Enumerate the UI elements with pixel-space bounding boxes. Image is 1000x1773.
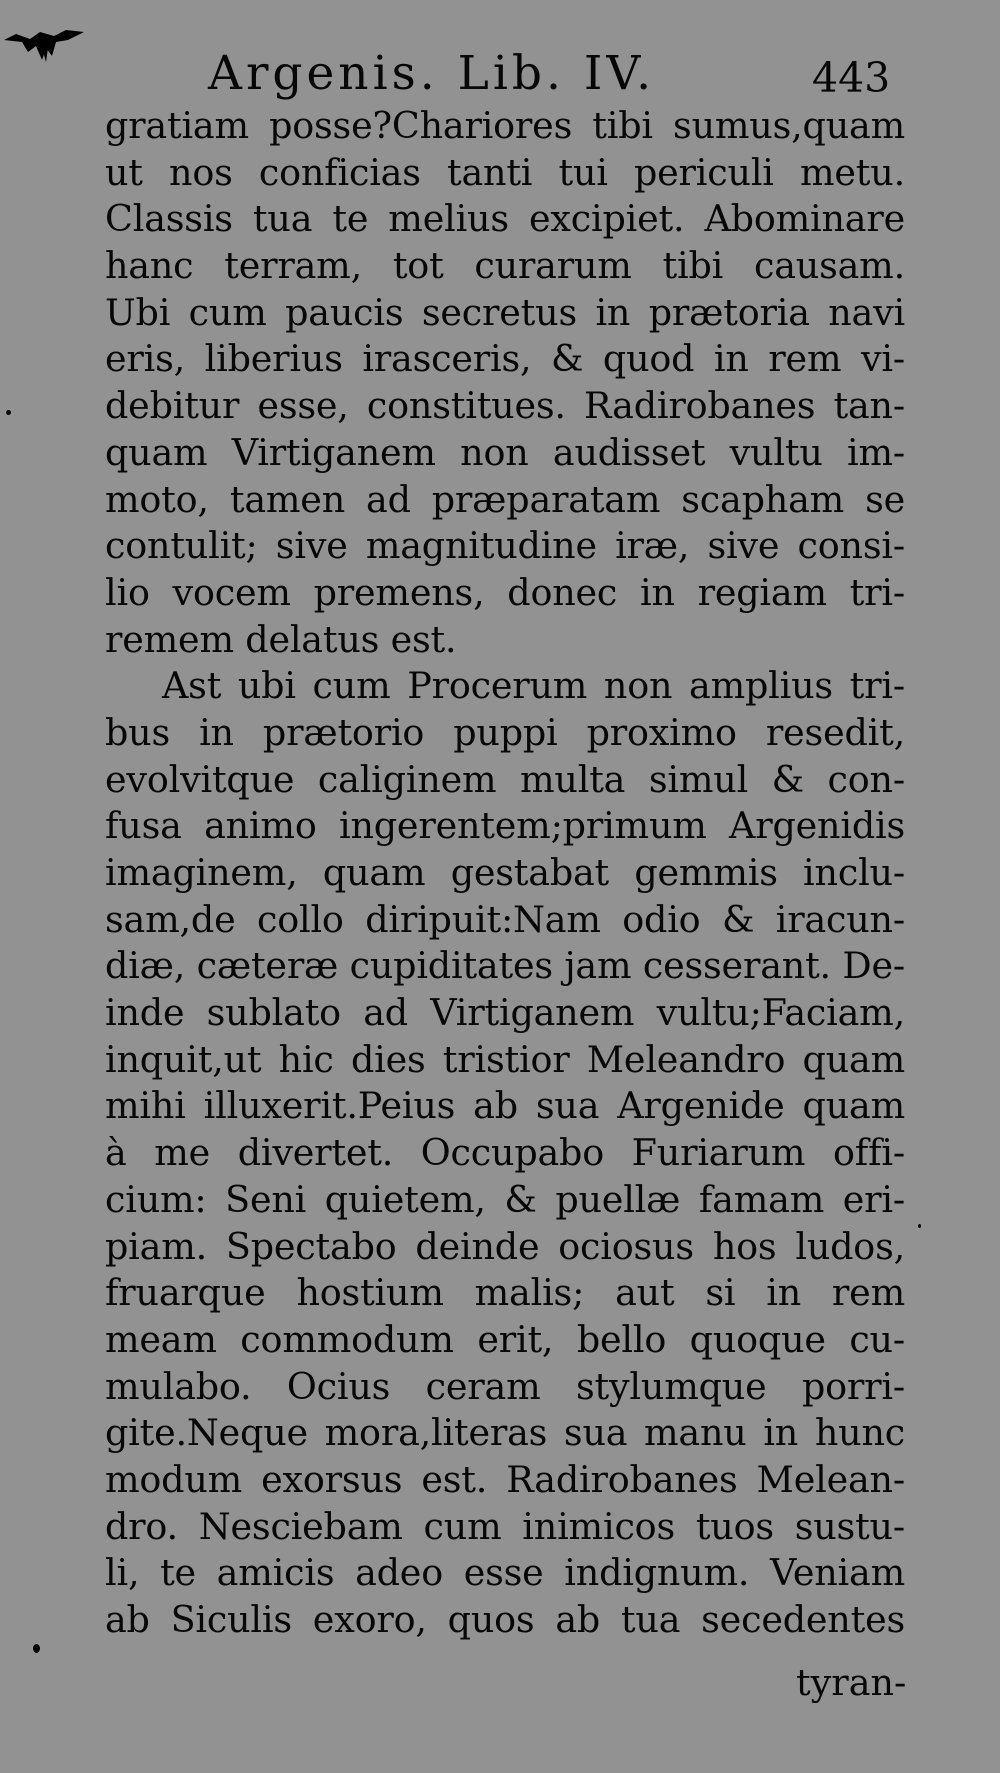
ink-smudge [2,18,88,64]
text-line: li, te amicis adeo esse indignum. Veniam [105,1551,905,1595]
text-line: moto, tamen ad præparatam scapham se [105,477,905,521]
text-line: Ubi cum paucis secretus in prætoria navi [105,290,905,334]
text-line: gite.Neque mora,literas sua manu in hunc [105,1411,905,1455]
margin-speck [918,1224,921,1228]
text-line: fusa animo ingerentem;primum Argenidis [105,804,905,848]
text-line: evolvitque caliginem multa simul & con- [105,757,905,801]
text-line: à me divertet. Occupabo Furiarum offi- [105,1131,905,1175]
text-line: debitur esse, constitues. Radirobanes tan- [105,384,905,428]
text-line: quam Virtiganem non audisset vultu im- [105,430,905,474]
margin-speck [6,410,11,415]
catchword: tyran- [796,1661,907,1704]
text-line: imaginem, quam gestabat gemmis inclu- [105,851,905,894]
text-line: sam,de collo diripuit:Nam odio & iracun- [105,897,905,941]
text-line: meam commodum erit, bello quoque cu- [105,1317,905,1361]
text-line: Ast ubi cum Procerum non amplius tri- [162,664,905,708]
text-line: dro. Nesciebam cum inimicos tuos sustu- [105,1504,905,1548]
text-line: piam. Spectabo deinde ociosus hos ludos, [105,1224,905,1268]
text-line: bus in prætorio puppi proximo resedit, [105,710,905,754]
text-line: diæ, cæteræ cupiditates jam cesserant. De- [105,944,905,988]
text-line: hanc terram, tot curarum tibi causam. [105,244,905,288]
text-line: inquit,ut hic dies tristior Meleandro quam [105,1037,905,1081]
text-line: ab Siculis exoro, quos ab tua secedentes [105,1598,905,1641]
paragraph-2 [105,663,905,1643]
text-line: inde sublato ad Virtiganem vultu;Faciam, [105,991,905,1035]
text-line: ut nos conficias tanti tui periculi metu. [105,150,905,194]
text-line: gratiam posse?Chariores tibi sumus,quam [105,104,905,147]
text-line: Classis tua te melius excipiet. Abominare [105,197,905,241]
paragraph-1 [105,103,905,663]
text-line: contulit; sive magnitudine iræ, sive consi- [105,524,905,568]
page-number: 443 [812,54,891,102]
margin-speck [33,1644,40,1653]
body-text [105,103,905,1644]
text-line: modum exorsus est. Radirobanes Melean- [105,1457,905,1501]
running-head: Argenis. Lib. IV. [208,46,656,101]
text-line: cium: Seni quietem, & puellæ famam eri- [105,1177,905,1221]
text-line: fruarque hostium malis; aut si in rem [105,1271,905,1315]
text-line: lio vocem premens, donec in regiam tri- [105,570,905,614]
text-line: mulabo. Ocius ceram stylumque porri- [105,1364,905,1408]
text-line: eris, liberius irasceris, & quod in rem vi- [105,337,905,381]
text-line: remem delatus est. [105,617,457,661]
text-line: mihi illuxerit.Peius ab sua Argenide quam [105,1084,905,1128]
